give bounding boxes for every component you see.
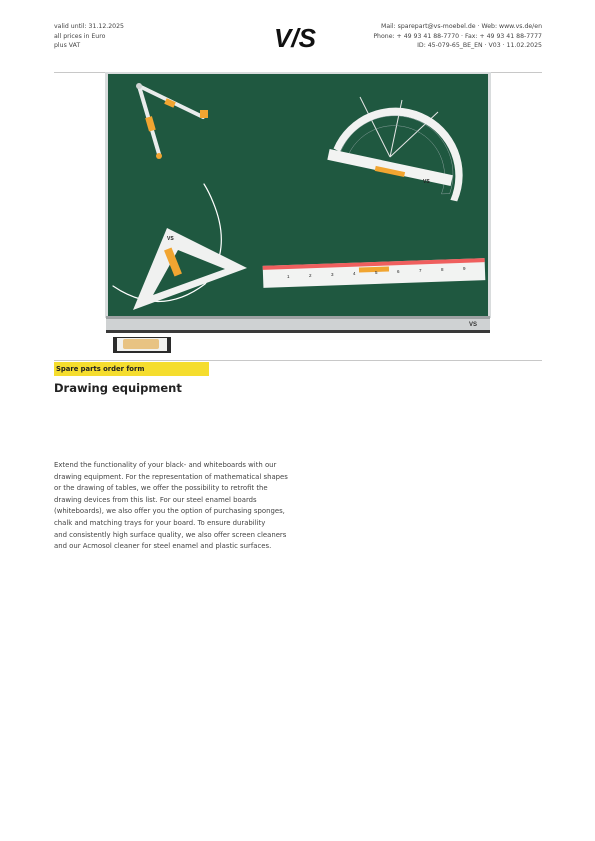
ruler-number: 6 <box>397 269 400 274</box>
svg-text:V/S: V/S <box>274 24 316 50</box>
sponge <box>123 339 159 349</box>
ruler-number: 4 <box>353 271 356 276</box>
currency-line: all prices in Euro <box>54 32 106 40</box>
tray-brand: VS <box>469 322 478 328</box>
description-line: and our Acmosol cleaner for steel enamel and plastic surfaces. <box>54 542 272 551</box>
page-title: Drawing equipment <box>54 381 182 395</box>
ruler-number: 9 <box>463 266 466 271</box>
ruler-number: 7 <box>419 268 422 273</box>
description-line: Extend the functionality of your black- and whiteboards with our <box>54 461 277 469</box>
ruler-number: 1 <box>287 274 290 279</box>
figure-divider <box>54 360 542 361</box>
protractor-brand: VS <box>423 179 430 185</box>
order-form-badge: Spare parts order form <box>54 362 209 376</box>
description-line: (whiteboards), we also offer you the option of purchasing sponges, <box>54 507 285 516</box>
vat-line: plus VAT <box>54 42 81 50</box>
header-contact-block <box>373 22 542 51</box>
document-id: ID: 45-079-65_BE_EN · V03 · 11.02.2025 <box>417 42 542 50</box>
ruler-number: 3 <box>331 272 334 277</box>
description <box>54 460 304 553</box>
vs-logo <box>274 24 322 50</box>
contact-mail-web: Mail: sparepart@vs-moebel.de · Web: www.vs.de/en <box>381 23 542 30</box>
ruler-number: 8 <box>441 267 444 272</box>
description-line: drawing devices from this list. For our steel enamel boards <box>54 495 257 504</box>
ruler-number: 5 <box>375 270 378 275</box>
description-line: and consistently high surface quality, we also offer screen cleaners <box>54 530 287 539</box>
contact-phone-fax: Phone: + 49 93 41 88-7770 · Fax: + 49 93 41 88-7777 <box>373 32 542 40</box>
validity-line: valid until: 31.12.2025 <box>54 23 124 30</box>
description-line: drawing equipment. For the representation of mathematical shapes <box>54 472 288 481</box>
board-illustration <box>105 72 491 355</box>
description-line: chalk and matching trays for your board. To ensure durability <box>54 518 266 527</box>
set-square-brand: VS <box>167 236 174 242</box>
description-line: or the drawing of tables, we offer the possibility to retrofit the <box>54 484 268 493</box>
header-validity-block <box>54 22 124 51</box>
ruler-number: 2 <box>309 273 312 278</box>
